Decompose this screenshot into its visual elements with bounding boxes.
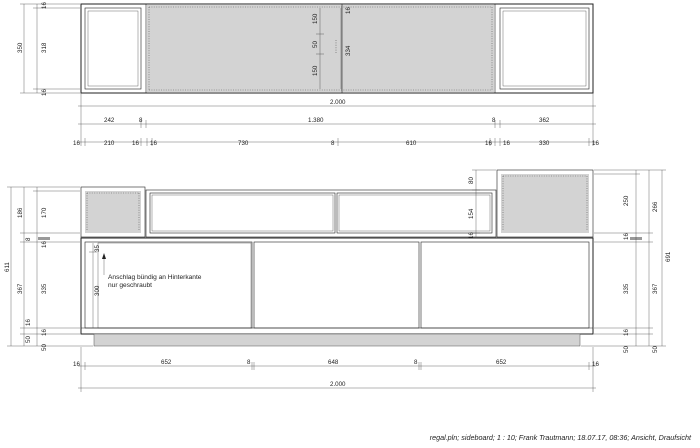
dim-elev-h-8-b: 8 bbox=[414, 359, 418, 366]
elev-dimensions-horizontal bbox=[73, 347, 599, 392]
dim-elev-r-367: 367 bbox=[652, 283, 659, 294]
plan-right-compartment bbox=[500, 8, 589, 89]
dim-elev-h-2000: 2.000 bbox=[330, 381, 346, 388]
dim-plan-16-e: 16 bbox=[503, 140, 510, 147]
dim-plan-16-c: 16 bbox=[150, 140, 157, 147]
dim-elev-v-50-a: 50 bbox=[25, 336, 32, 343]
elev-plinth bbox=[94, 334, 580, 346]
dim-elev-v-611: 611 bbox=[4, 262, 11, 272]
plan-center-section bbox=[147, 5, 494, 92]
plan-right-compartment-inner bbox=[503, 11, 586, 86]
dim-elev-v-8: 8 bbox=[25, 237, 32, 241]
elev-dimensions-right bbox=[581, 170, 672, 353]
dim-plan-v-318: 318 bbox=[41, 42, 48, 53]
dim-elev-h-652-b: 652 bbox=[496, 359, 507, 366]
dim-elev-h-16-a: 16 bbox=[73, 361, 80, 368]
dim-elev-h-648: 648 bbox=[328, 359, 339, 366]
dim-plan-8-mid: 8 bbox=[331, 140, 335, 147]
dim-plan-v-16-center: 16 bbox=[345, 7, 352, 14]
dim-plan-v-334: 334 bbox=[345, 45, 352, 56]
elev-upper-right-fill bbox=[501, 174, 589, 233]
elev-lower-door-center bbox=[254, 242, 419, 328]
dim-elev-v-16-b: 16 bbox=[41, 329, 48, 336]
plan-dimensions-horizontal bbox=[73, 93, 599, 147]
dim-elev-r-335: 335 bbox=[623, 283, 630, 294]
dim-elev-h-16-b: 16 bbox=[592, 361, 599, 368]
dim-elev-v-367: 367 bbox=[17, 283, 24, 294]
dim-plan-210: 210 bbox=[104, 140, 115, 147]
dim-elev-r-16-b: 16 bbox=[623, 329, 630, 336]
dim-plan-v-150-top: 150 bbox=[312, 13, 319, 24]
dim-elev-v-16-c: 16 bbox=[25, 319, 32, 326]
dim-plan-16-d: 16 bbox=[485, 140, 492, 147]
dim-elev-v-335: 335 bbox=[41, 283, 48, 294]
dim-plan-v-50: 50 bbox=[312, 41, 319, 48]
dim-elev-r-50-b: 50 bbox=[652, 346, 659, 353]
dim-plan-total-2000: 2.000 bbox=[330, 99, 346, 106]
dim-plan-16-a: 16 bbox=[73, 140, 80, 147]
dim-plan-16-f: 16 bbox=[592, 140, 599, 147]
dim-plan-8-right: 8 bbox=[492, 117, 496, 124]
elev-upper-left-fill bbox=[85, 191, 141, 233]
dim-plan-730: 730 bbox=[238, 140, 249, 147]
footer-caption: regal.pln; sideboard; 1 : 10; Frank Trautmann; 18.07.17, 08:36; Ansicht, Draufsicht bbox=[429, 433, 691, 442]
dim-plan-16-b: 16 bbox=[132, 140, 139, 147]
dim-plan-610: 610 bbox=[406, 140, 417, 147]
elev-drawer-left-inner bbox=[152, 195, 333, 231]
dim-elev-r-266: 266 bbox=[652, 201, 659, 212]
dim-elev-r-50: 50 bbox=[623, 346, 630, 353]
dim-plan-v-350: 350 bbox=[17, 42, 24, 53]
dim-elev-i-300: 300 bbox=[94, 285, 101, 296]
dim-elev-r-691: 691 bbox=[665, 251, 672, 262]
dim-elev-r-16: 16 bbox=[623, 233, 630, 240]
dim-plan-v-16-top: 16 bbox=[41, 2, 48, 9]
dim-elev-h-652-a: 652 bbox=[161, 359, 172, 366]
note-line-1: Anschlag bündig an Hinterkante bbox=[108, 274, 202, 281]
dim-plan-330: 330 bbox=[539, 140, 550, 147]
dim-elev-i-154: 154 bbox=[468, 208, 475, 219]
dim-plan-1380: 1.380 bbox=[308, 117, 324, 124]
dim-elev-h-8-a: 8 bbox=[247, 359, 251, 366]
plan-left-compartment bbox=[85, 8, 141, 89]
dim-plan-242: 242 bbox=[104, 117, 115, 124]
dim-elev-i-80: 80 bbox=[468, 177, 475, 184]
elev-handle-left bbox=[38, 237, 50, 240]
dim-elev-i-35: 35 bbox=[94, 245, 101, 252]
dim-elev-v-16: 16 bbox=[41, 241, 48, 248]
dim-plan-8-left: 8 bbox=[139, 117, 143, 124]
elevation-view bbox=[38, 170, 642, 346]
plan-view bbox=[81, 4, 593, 93]
plan-left-compartment-inner bbox=[88, 11, 138, 86]
elev-upper-center-box bbox=[146, 190, 496, 237]
dim-plan-362: 362 bbox=[539, 117, 550, 124]
elev-lower-door-right bbox=[421, 242, 589, 328]
dim-plan-v-150-bottom: 150 bbox=[312, 65, 319, 76]
dim-plan-v-16-bottom: 16 bbox=[41, 89, 48, 96]
elev-drawer-left bbox=[150, 193, 335, 233]
plan-dimensions-left bbox=[17, 2, 80, 96]
elev-lower-body bbox=[81, 238, 593, 334]
note-line-2: nur geschraubt bbox=[108, 282, 152, 289]
elev-dimensions-left bbox=[4, 187, 93, 351]
dim-elev-r-250: 250 bbox=[623, 195, 630, 206]
dim-elev-i-16: 16 bbox=[468, 232, 475, 239]
dim-elev-v-186: 186 bbox=[17, 207, 24, 218]
dim-elev-v-50-b: 50 bbox=[41, 344, 48, 351]
dim-elev-v-170: 170 bbox=[41, 207, 48, 218]
